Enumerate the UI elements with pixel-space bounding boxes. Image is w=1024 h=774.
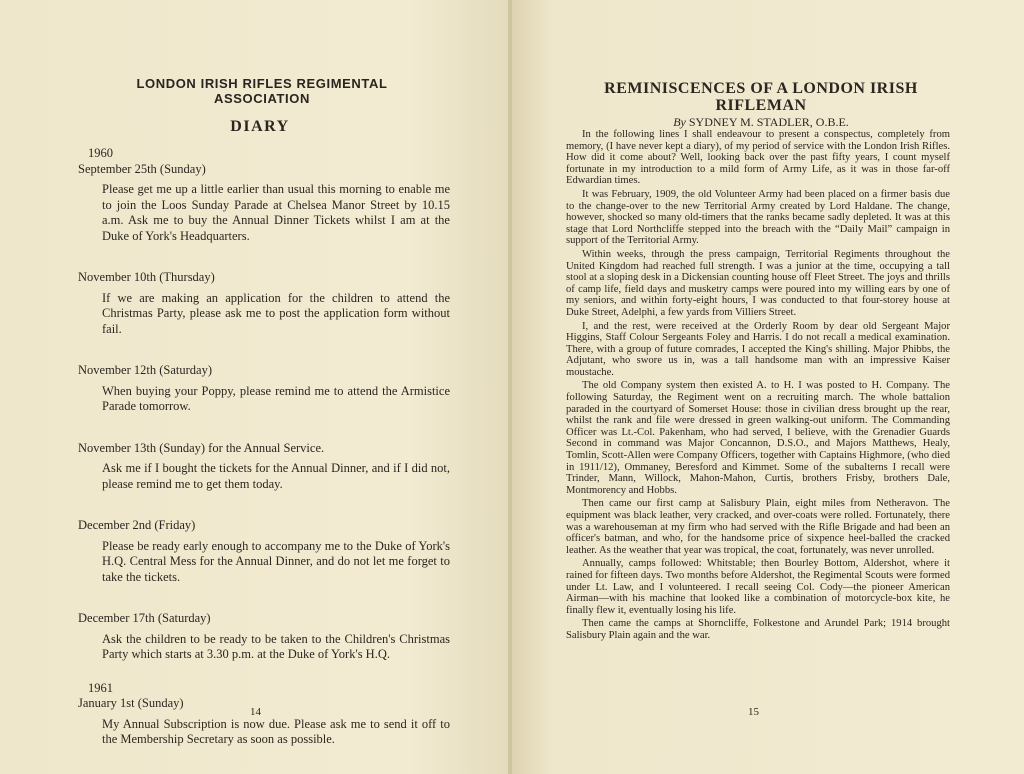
byline-prefix: By: [673, 115, 686, 129]
diary-entry-date: November 13th (Sunday) for the Annual Service.: [78, 440, 325, 455]
page-number-right: 15: [748, 706, 759, 718]
diary-entry-date: January 1st (Sunday): [78, 696, 184, 710]
article-paragraph: Within weeks, through the press campaign, Territorial Regiments throughout the United Kingdom had reached full strength. I was a junior at the time, occupying a tall stool at a sloping desk in a Dickensian counting house off Fleet Street. The joys and thrills of camp life, field days and musketry camps were poured into my willing ears by one of my seniors, and within forty-eight hours, I was conducted to that four-storey house at Duke Street, Adelphi, a few yards from Villiers Street.: [566, 248, 950, 318]
diary-entry: [78, 441, 450, 493]
article-title-line1: REMINISCENCES OF A LONDON IRISH: [604, 80, 918, 97]
byline-author: SYDNEY M. STADLER, O.B.E.: [688, 115, 849, 129]
diary-entry-text: Please be ready early enough to accompany me to the Duke of York's H.Q. Central Mess for the Annual Dinner, and do not let me forget to take the tickets.: [102, 538, 450, 584]
diary-entry-text: Please get me up a little earlier than usual this morning to enable me to join the Loos Sunday Parade at Chelsea Manor Street by 10.15 a.m. Ask me to buy the Annual Dinner Tickets whilst I am at the Duke of York's Headquarters.: [102, 182, 450, 243]
diary-entry-text: My Annual Subscription is now due. Please ask me to send it off to the Membership Secretary as soon as possible.: [102, 716, 450, 746]
diary-entry-text: When buying your Poppy, please remind me to attend the Armistice Parade tomorrow.: [102, 383, 450, 413]
article-body: [566, 129, 950, 644]
article-paragraph: It was February, 1909, the old Volunteer Army had been placed on a firmer basis due to the change-over to the new Territorial Army created by Lord Haldane. The change, however, shocked so many old-timers that the ranks became sadly depleted. It was at this stage that Lord Northcliffe stepped into the breach with the “Daily Mail” campaign in support of the Territorial Army.: [566, 188, 950, 247]
article-byline: [592, 115, 930, 130]
diary-entry: [78, 696, 450, 748]
diary-entry-date: December 17th (Saturday): [78, 611, 211, 625]
diary-entry-date: November 10th (Thursday): [78, 270, 215, 284]
article-title-line2: RIFLEMAN: [715, 97, 807, 114]
diary-entry-date: December 2nd (Friday): [78, 518, 196, 532]
diary-entry: [78, 270, 450, 337]
diary-entry: [78, 363, 450, 415]
diary-year: 1960: [88, 146, 113, 160]
diary-entry-date: September 25th (Sunday): [78, 161, 206, 176]
article-paragraph: Then came the camps at Shorncliffe, Folkestone and Arundel Park; 1914 brought Salisbury Plain again and the war.: [566, 618, 950, 641]
diary-title: DIARY: [230, 118, 290, 135]
diary-entry: [78, 162, 450, 245]
diary-entry: [78, 518, 450, 585]
association-title: LONDON IRISH RIFLES REGIMENTAL ASSOCIATION: [136, 76, 388, 106]
page-number-left: 14: [250, 706, 261, 718]
diary-entry-date: November 12th (Saturday): [78, 363, 212, 377]
diary-entry-text: Ask me if I bought the tickets for the Annual Dinner, and if I did not, please remind me to get them today.: [102, 461, 450, 491]
diary-entry-text: Ask the children to be ready to be taken to the Children's Christmas Party which starts at 3.30 p.m. at the Duke of York's H.Q.: [102, 631, 450, 661]
article-paragraph: Then came our first camp at Salisbury Plain, eight miles from Netheravon. The equipment was black leather, very cracked, and over-coats were rolled. Fortunately, there was a warehouseman at my firm who had served with the Rifle Brigade and had been an officer's batman, and who, for the handsome price of sixpence heel-balled the cracked leather. As the weather that year was tropical, the coat, fortunately, was never unrolled.: [566, 498, 950, 556]
diary-entries: [78, 146, 450, 774]
diary-entry-text: If we are making an application for the children to attend the Christmas Party, please ask me to post the application form without fail.: [102, 290, 450, 336]
article-title: [592, 80, 930, 114]
left-page: [0, 0, 510, 774]
article-paragraph: Annually, camps followed: Whitstable; then Bourley Bottom, Aldershot, where it rained for fifteen days. Two months before Aldershot, the Regimental Scouts were formed under Lt. Law, and I volunteered. I recall seeing Col. Cody—the pioneer American Airman—with his machine that looked like a combination of motorcycle-box kite, he finally flew it, eventually losing his life.: [566, 558, 950, 616]
diary-year: 1961: [88, 680, 113, 695]
article-paragraph: I, and the rest, were received at the Orderly Room by dear old Sergeant Major Higgins, Staff Colour Sergeants Foley and Harris. I do not recall a medical examination. There, with a group of future comrades, I accepted the King's shilling. Major Phibbs, the Adjutant, who swore us in, was a tall handsome man with an impressive Kaiser moustache.: [566, 320, 950, 378]
article-paragraph: In the following lines I shall endeavour to present a conspectus, completely from memory, (I have never kept a diary), of my period of service with the London Irish Rifles. How did it come about? Well, looking back over the past fifty years, I count myself fortunate in my introduction to a mild form of Army Life, as it was in those far-off Edwardian times.: [566, 129, 950, 187]
article-paragraph: The old Company system then existed A. to H. I was posted to H. Company. The following Saturday, the Regiment went on a recruiting march. The whole battalion paraded in the courtyard of Somerset House: those in civilian dress brought up the rear, whilst the rank and file were dressed in green walking-out uniform. The Commanding Officer was Lt.-Col. Pakenham, who had served, I believe, with the Grenadier Guards Second in command was Major Concannon, D.S.O., and Majors Matthews, Healy, Tomlin, Scott-Allen were Company Officers, together with Captains Highmore, (who died in 1911/12), Ommaney, Beresford and Kimmet. Some of the subalterns I recall were Trinder, Mann, Willock, Mahon-Mahon, Curtis, brothers Frisby, brothers Dale, Montmorency and Hobbs.: [566, 380, 950, 496]
diary-entry: [78, 611, 450, 663]
